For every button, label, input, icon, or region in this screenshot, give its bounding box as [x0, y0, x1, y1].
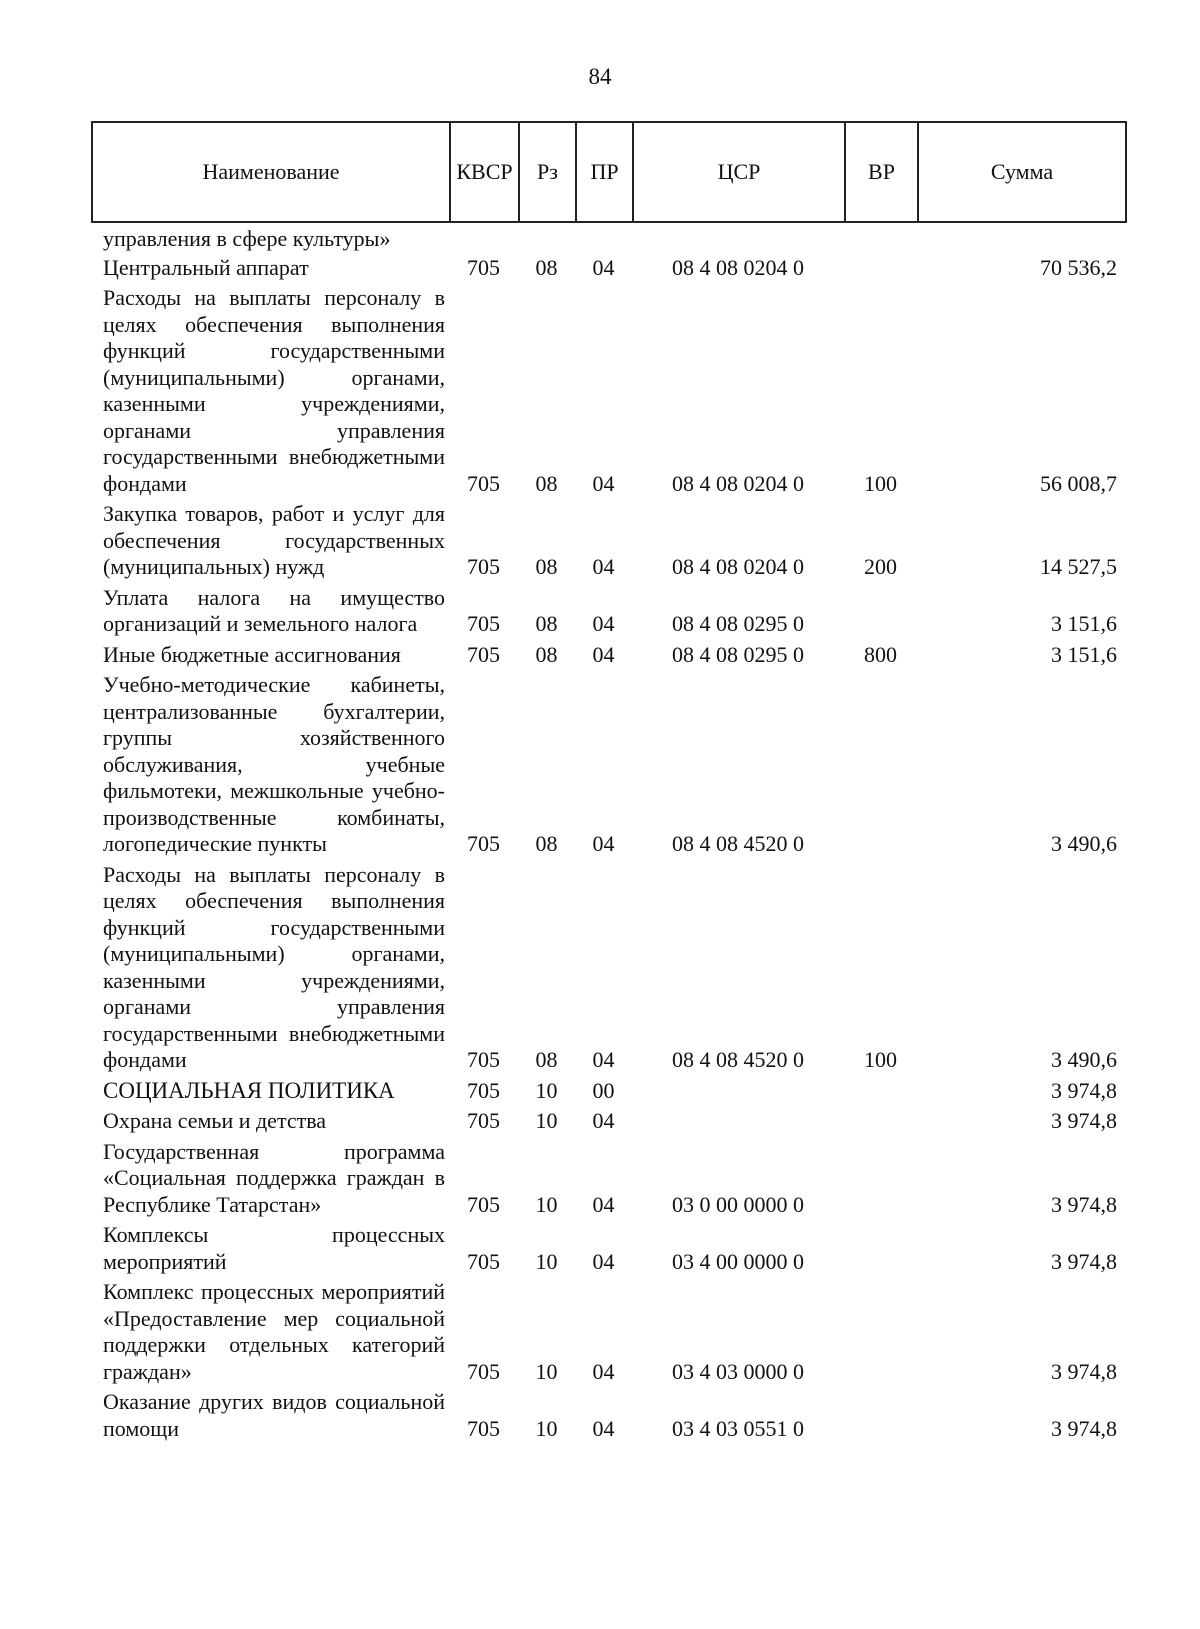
table-row: [91, 499, 1125, 583]
cell-rz: 08: [535, 611, 558, 636]
cell-name: СОЦИАЛЬНАЯ ПОЛИТИКА: [103, 1077, 395, 1103]
cell-name: Оказание других видов социальной помощи: [103, 1389, 445, 1441]
cell-sum: 3 974,8: [1051, 1415, 1118, 1441]
cell-pr: 04: [592, 554, 615, 579]
cell-vr: [844, 253, 917, 284]
cell-pr: 04: [592, 1047, 615, 1072]
cell-kvsr: 705: [467, 470, 500, 496]
cell-kvsr: 705: [467, 1047, 500, 1072]
cell-kvsr: 705: [467, 1108, 500, 1133]
header-pr: ПР: [576, 122, 633, 222]
cell-csr: 03 4 03 0551 0: [672, 1415, 804, 1441]
cell-pr: 04: [592, 1248, 615, 1274]
cell-sum: 3 974,8: [1051, 1108, 1118, 1133]
cell-name: Охрана семьи и детства: [103, 1108, 327, 1133]
cell-csr: 08 4 08 0295 0: [672, 641, 804, 667]
cell-rz: 10: [535, 1358, 558, 1384]
header-kvsr: КВСР: [450, 122, 519, 222]
cell-csr: 08 4 08 0204 0: [672, 470, 804, 496]
header-vr: ВР: [845, 122, 918, 222]
cell-vr: [844, 1137, 917, 1221]
cell-name: Центральный аппарат: [103, 254, 309, 280]
cell-name: Уплата налога на имущество организаций и земельного налога: [103, 584, 445, 636]
cell-kvsr: 705: [467, 254, 500, 280]
cell-kvsr: 705: [467, 554, 500, 579]
cell-vr: [844, 1106, 917, 1137]
cell-kvsr: 705: [467, 1358, 500, 1384]
cell-sum: 3 974,8: [1051, 1358, 1118, 1384]
cell-rz: 08: [535, 254, 558, 280]
cell-name: Комплекс процессных мероприятий «Предоставление мер социальной поддержки отдельных категорий граждан»: [103, 1279, 445, 1384]
cell-rz: 08: [535, 831, 558, 856]
cell-csr: 08 4 08 0204 0: [672, 254, 804, 280]
budget-table: [91, 226, 1125, 1444]
cell-csr: 03 4 03 0000 0: [672, 1358, 804, 1384]
cell-rz: 10: [535, 1415, 558, 1441]
cell-kvsr: 705: [467, 831, 500, 856]
cell-pr: 04: [592, 470, 615, 496]
cell-rz: 10: [535, 1077, 558, 1103]
header-rz: Рз: [519, 122, 576, 222]
cell-kvsr: 705: [467, 1415, 500, 1441]
table-row: [91, 583, 1125, 640]
cell-pr: 04: [592, 1191, 615, 1217]
table-row: [91, 253, 1125, 284]
cell-csr: 08 4 08 0295 0: [672, 611, 804, 636]
cell-pr: 04: [592, 1108, 615, 1133]
cell-rz: 08: [535, 470, 558, 496]
header-sum: Сумма: [918, 122, 1126, 222]
cell-csr: 08 4 08 0204 0: [672, 554, 804, 579]
cell-kvsr: 705: [467, 1191, 500, 1217]
header-csr: ЦСР: [633, 122, 845, 222]
cell-sum: 3 490,6: [1051, 1047, 1118, 1072]
cell-csr: 08 4 08 4520 0: [672, 1047, 804, 1072]
cell-vr: 200: [864, 554, 897, 579]
cell-name: Закупка товаров, работ и услуг для обеспечения государственных (муниципальных) нужд: [103, 501, 445, 579]
cell-name: Комплексы процессных мероприятий: [103, 1222, 445, 1274]
table-row: [91, 640, 1125, 671]
cell-csr: 03 4 00 0000 0: [672, 1248, 804, 1274]
cell-name: Иные бюджетные ассигнования: [103, 641, 401, 667]
cell-pr: 04: [592, 1415, 615, 1441]
cell-name: Расходы на выплаты персоналу в целях обеспечения выполнения функций государственными (муниципальными) органами, казенными учреждениями, органами управления государственными внебюджетными фондами: [103, 861, 445, 1072]
cell-pr: 04: [592, 641, 615, 667]
continuation-row: [91, 226, 1125, 253]
cell-csr: [632, 1076, 844, 1107]
cell-name: Расходы на выплаты персоналу в целях обеспечения выполнения функций государственными (муниципальными) органами, казенными учреждениями, органами управления государственными внебюджетными фондами: [103, 285, 445, 496]
cell-csr: 03 0 00 0000 0: [672, 1191, 804, 1217]
cell-vr: 800: [864, 641, 897, 667]
cell-vr: 100: [864, 470, 897, 496]
table-header: [91, 121, 1127, 223]
cell-vr: [844, 583, 917, 640]
cell-pr: 00: [592, 1077, 615, 1103]
cell-kvsr: 705: [467, 1077, 500, 1103]
cell-sum: 70 536,2: [1040, 254, 1118, 280]
table-row: [91, 860, 1125, 1076]
cell-vr: [844, 670, 917, 860]
cell-sum: 56 008,7: [1040, 470, 1118, 496]
header-name: Наименование: [92, 122, 450, 222]
table-row: [91, 1387, 1125, 1444]
cell-sum: 3 151,6: [1051, 611, 1118, 636]
cell-kvsr: 705: [467, 611, 500, 636]
cell-pr: 04: [592, 611, 615, 636]
cell-sum: 3 974,8: [1051, 1077, 1118, 1103]
continuation-text: управления в сфере культуры»: [103, 226, 391, 251]
table-row: [91, 1076, 1125, 1107]
cell-csr: [632, 1106, 844, 1137]
cell-sum: 3 151,6: [1051, 641, 1118, 667]
cell-sum: 14 527,5: [1040, 554, 1118, 579]
table-row: [91, 670, 1125, 860]
cell-rz: 10: [535, 1191, 558, 1217]
cell-rz: 08: [535, 641, 558, 667]
cell-sum: 3 974,8: [1051, 1248, 1118, 1274]
cell-vr: [844, 1220, 917, 1277]
cell-kvsr: 705: [467, 641, 500, 667]
table-row: [91, 283, 1125, 499]
table-row: [91, 1106, 1125, 1137]
cell-vr: 100: [864, 1047, 897, 1072]
cell-kvsr: 705: [467, 1248, 500, 1274]
cell-rz: 08: [535, 1047, 558, 1072]
table-row: [91, 1277, 1125, 1387]
cell-rz: 10: [535, 1108, 558, 1133]
cell-vr: [844, 1277, 917, 1387]
cell-pr: 04: [592, 254, 615, 280]
page-number: 84: [588, 64, 612, 89]
cell-vr: [844, 1076, 917, 1107]
cell-rz: 08: [535, 554, 558, 579]
cell-vr: [844, 1387, 917, 1444]
cell-name: Учебно-методические кабинеты, централизованные бухгалтерии, группы хозяйственного обслуживания, учебные фильмотеки, межшкольные учебно-производственные комбинаты, логопедические пункты: [103, 672, 445, 856]
cell-csr: 08 4 08 4520 0: [672, 831, 804, 856]
cell-sum: 3 490,6: [1051, 831, 1118, 856]
cell-pr: 04: [592, 831, 615, 856]
table-row: [91, 1137, 1125, 1221]
cell-sum: 3 974,8: [1051, 1191, 1118, 1217]
cell-rz: 10: [535, 1248, 558, 1274]
table-row: [91, 1220, 1125, 1277]
cell-name: Государственная программа «Социальная поддержка граждан в Республике Татарстан»: [103, 1138, 445, 1217]
cell-pr: 04: [592, 1358, 615, 1384]
